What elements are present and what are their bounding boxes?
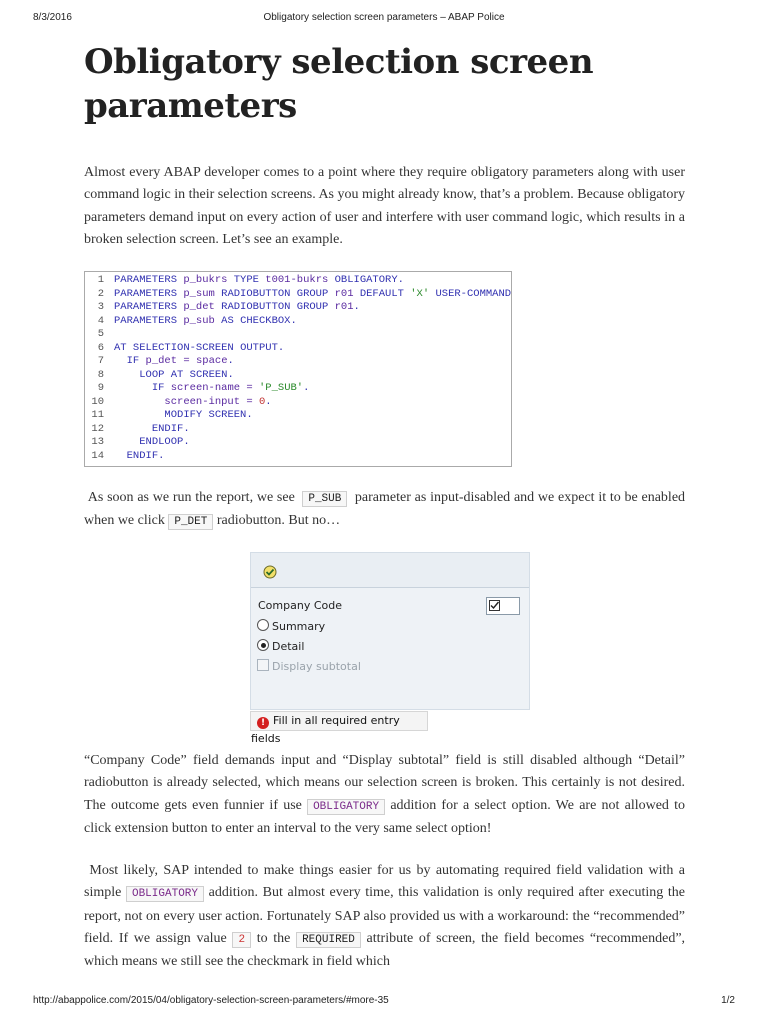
code-line [85, 355, 511, 369]
code-line-text: screen-input = 0. [164, 395, 272, 408]
code-line-text: IF screen-name = 'P_SUB'. [151, 382, 310, 394]
paragraph-run-report [84, 487, 685, 534]
inline-code-p-det: P_DET [168, 514, 213, 530]
required-check-icon [489, 600, 500, 611]
checkbox-subtotal-label: Display subtotal [272, 660, 361, 673]
paragraph-intro: Almost every ABAP developer comes to a point where they require obligatory parameters along with user command logic in their selection screens. As you might already know, that’s a problem. Because obligatory parameters demand input on every action of user and interfere with user command logic, which results in a broken selection screen. Let’s see an example. [84, 165, 685, 247]
code-line-number: 9 [97, 382, 104, 394]
error-status-bar [250, 711, 428, 745]
paragraph-recommended [84, 860, 685, 973]
code-line-number: 11 [91, 409, 104, 421]
code-line-text: AT SELECTION-SCREEN OUTPUT. [114, 341, 285, 354]
p4-text-3: to the [256, 930, 291, 946]
inline-code-obligatory: OBLIGATORY [307, 799, 385, 815]
paragraph-broken-screen [84, 750, 685, 840]
article-title: Obligatory selection screen parameters [84, 42, 594, 126]
print-footer [33, 995, 735, 1009]
page-number: 1/2 [721, 995, 735, 1006]
code-line [85, 328, 511, 342]
error-message: Fill in all required entry fields [251, 714, 400, 745]
code-lines [85, 272, 511, 463]
print-header [33, 12, 735, 26]
company-code-label: Company Code [258, 599, 342, 612]
sap-selection-screen [250, 552, 530, 710]
p2-text-1: As soon as we run the report, we see [87, 490, 295, 505]
execute-icon[interactable] [263, 565, 277, 579]
error-icon: ! [257, 717, 269, 729]
code-block [84, 271, 512, 467]
radio-detail-label: Detail [272, 640, 305, 653]
company-code-field[interactable] [486, 597, 520, 615]
inline-code-p-sub: P_SUB [302, 491, 347, 507]
code-line-text: ENDIF. [126, 449, 165, 462]
print-date: 8/3/2016 [33, 12, 72, 23]
code-line-text: ENDLOOP. [139, 436, 190, 448]
code-line [85, 423, 511, 437]
page-url: http://abappolice.com/2015/04/obligatory-selection-screen-parameters/#more-35 [33, 995, 389, 1006]
code-line-number: 10 [91, 395, 104, 408]
code-line-number: 8 [97, 368, 104, 381]
sap-toolbar [251, 553, 529, 588]
inline-code-required: REQUIRED [296, 932, 361, 948]
radio-summary-icon[interactable] [257, 619, 269, 631]
code-line [85, 409, 511, 423]
code-line-text: PARAMETERS p_sum RADIOBUTTON GROUP r01 DEFAULT 'X' USER-COMMAND [114, 287, 512, 300]
code-line [85, 342, 511, 356]
code-line-text: PARAMETERS p_det RADIOBUTTON GROUP r01. [114, 301, 360, 313]
p2-text-2: parameter as input-disabled and we expect it to be enabled when we click [84, 490, 686, 529]
code-line [85, 369, 511, 383]
code-line-text: ENDIF. [151, 422, 190, 435]
radio-summary[interactable] [257, 619, 325, 635]
inline-code-obligatory-2: OBLIGATORY [126, 886, 204, 902]
radio-summary-label: Summary [272, 620, 326, 633]
code-line-number: 1 [97, 274, 104, 286]
code-line-text: IF p_det = space. [126, 355, 234, 367]
code-line-text: MODIFY SCREEN. [164, 409, 253, 421]
code-line-number: 6 [97, 341, 104, 354]
checkbox-display-subtotal [257, 659, 361, 675]
code-line-number: 5 [97, 328, 104, 340]
p3-text-2: addition for a select option. We are not allowed to click extension button to enter an interval to the very same select option! [84, 797, 686, 836]
p2-text-3: radiobutton. But no… [216, 513, 341, 529]
code-line [85, 301, 511, 315]
code-line [85, 315, 511, 329]
code-line-text: PARAMETERS p_bukrs TYPE t001-bukrs OBLIGATORY. [114, 274, 404, 286]
code-line-number: 14 [91, 449, 104, 462]
code-line-number: 2 [97, 287, 104, 300]
code-line [85, 396, 511, 410]
code-line [85, 274, 511, 288]
inline-code-value-2: 2 [232, 932, 251, 948]
radio-detail[interactable] [257, 639, 304, 655]
checkbox-icon [257, 659, 269, 671]
code-line-number: 12 [91, 422, 104, 435]
p4-text-1: Most likely, SAP intended to make things easier for us by automating required field validation with a simple [84, 863, 686, 901]
print-title: Obligatory selection screen parameters – ABAP Police [263, 12, 505, 23]
p3-text-1: “Company Code” field demands input and “Display subtotal” field is still disabled although “Detail” radiobutton is already selected, which means our selection screen is broken. This certainly is not desired. The outcome gets even funnier if use [84, 753, 685, 813]
code-line-text: LOOP AT SCREEN. [139, 368, 234, 381]
p4-text-2: addition. But almost every time, this validation is only required after executing the report, not on every user action. Fortunately SAP also provided us with a workaround: the “recommended” field. If we assign value [84, 885, 685, 946]
code-line-text: PARAMETERS p_sub AS CHECKBOX. [114, 314, 297, 327]
code-line [85, 382, 511, 396]
code-line [85, 436, 511, 450]
radio-detail-icon[interactable] [257, 639, 269, 651]
code-line-number: 4 [97, 314, 104, 327]
code-line-number: 3 [97, 301, 104, 313]
code-line-number: 13 [91, 436, 104, 448]
p4-text-4: attribute of screen, the field becomes “recommended”, which means we still see the checkmark in field which [84, 930, 686, 970]
code-line [85, 288, 511, 302]
code-line-number: 7 [97, 355, 104, 367]
code-line [85, 450, 511, 464]
